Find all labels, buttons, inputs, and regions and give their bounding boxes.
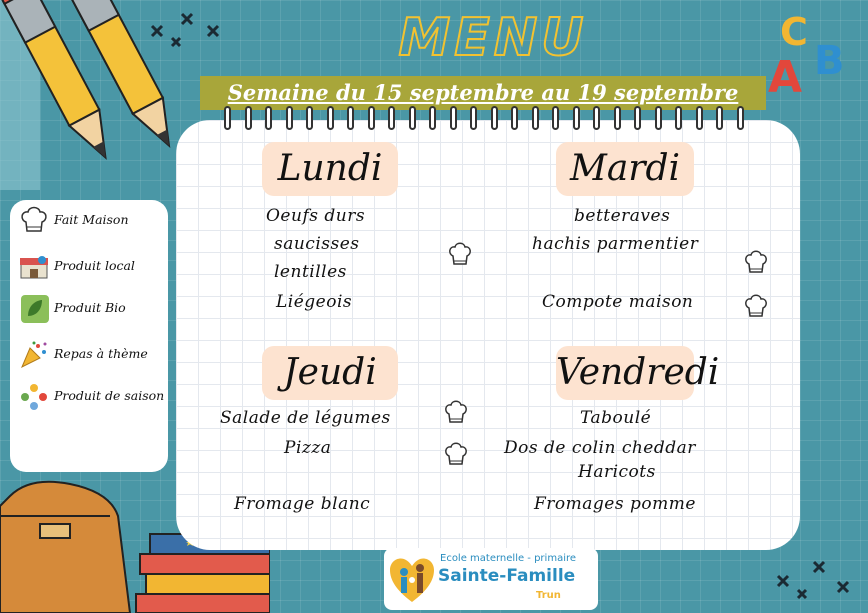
legend-label: Produit de saison (54, 388, 165, 403)
legend-label: Produit Bio (54, 300, 126, 315)
spiral-ring (327, 106, 334, 130)
spiral-ring (388, 106, 395, 130)
spiral-ring (511, 106, 518, 130)
legend-label: Repas à thème (54, 346, 148, 361)
chef-hat-icon (18, 206, 50, 236)
local-shop-icon (18, 252, 50, 282)
chef-hat-icon (744, 294, 768, 322)
school-type: Ecole maternelle - primaire (440, 553, 577, 564)
legend-label: Fait Maison (54, 212, 129, 227)
week-banner (200, 76, 766, 110)
school-town: Trun (536, 590, 561, 601)
letter-c: C (780, 10, 808, 54)
school-name: Sainte-Famille (438, 566, 576, 586)
party-popper-icon (18, 340, 50, 370)
organic-leaf-icon (18, 294, 50, 324)
spiral-ring (614, 106, 621, 130)
dish-vendredi-2: Dos de colin cheddar (504, 438, 696, 458)
day-label-lundi: Lundi (262, 142, 398, 196)
seasons-icon (18, 382, 50, 412)
dish-vendredi-3: Haricots (578, 462, 656, 482)
spiral-ring (696, 106, 703, 130)
spiral-ring (265, 106, 272, 130)
spiral-ring (716, 106, 723, 130)
legend-panel (10, 200, 168, 472)
legend-item-produit-saison (16, 382, 166, 412)
heart-family-icon (388, 552, 436, 606)
spiral-ring (286, 106, 293, 130)
spiral-ring (224, 106, 231, 130)
x-marks-decoration (774, 556, 864, 606)
chef-hat-icon (448, 242, 472, 270)
spiral-ring (470, 106, 477, 130)
spiral-ring (429, 106, 436, 130)
spiral-ring (245, 106, 252, 130)
abc-blocks-decoration (766, 10, 866, 110)
day-label-jeudi: Jeudi (262, 346, 398, 400)
dish-jeudi-3: Fromage blanc (234, 494, 371, 514)
week-dates: Semaine du 15 septembre au 19 septembre (227, 80, 739, 105)
spiral-ring (634, 106, 641, 130)
spiral-ring (368, 106, 375, 130)
dish-lundi-2: saucisses (274, 234, 360, 254)
chef-hat-icon (444, 400, 468, 428)
day-label-mardi: Mardi (556, 142, 694, 196)
letter-b: B (814, 38, 845, 84)
dish-jeudi-2: Pizza (284, 438, 332, 458)
legend-item-produit-bio (16, 294, 166, 324)
letter-a: A (768, 52, 803, 103)
dish-mardi-3: Compote maison (542, 292, 694, 312)
dish-vendredi-4: Fromages pomme (534, 494, 696, 514)
legend-item-fait-maison (16, 206, 166, 236)
spiral-ring (737, 106, 744, 130)
menu-title: MENU (398, 8, 588, 68)
spiral-ring (306, 106, 313, 130)
dish-lundi-1: Oeufs durs (266, 206, 366, 226)
spiral-ring (347, 106, 354, 130)
chef-hat-icon (444, 442, 468, 470)
spiral-ring (655, 106, 662, 130)
dish-lundi-3: lentilles (274, 262, 347, 282)
legend-item-produit-local (16, 252, 166, 282)
chef-hat-icon (744, 250, 768, 278)
spiral-ring (532, 106, 539, 130)
school-logo (384, 548, 598, 610)
spiral-ring (409, 106, 416, 130)
x-marks-decoration (148, 12, 228, 52)
spiral-ring (450, 106, 457, 130)
spiral-ring (675, 106, 682, 130)
spiral-ring (491, 106, 498, 130)
spiral-ring (573, 106, 580, 130)
dish-mardi-2: hachis parmentier (532, 234, 699, 254)
dish-lundi-4: Liégeois (276, 292, 353, 312)
legend-label: Produit local (54, 258, 135, 273)
dish-jeudi-1: Salade de légumes (220, 408, 391, 428)
legend-item-repas-theme (16, 340, 166, 370)
dish-mardi-1: betteraves (574, 206, 671, 226)
spiral-ring (552, 106, 559, 130)
day-label-vendredi: Vendredi (556, 346, 694, 400)
spiral-binding (224, 106, 760, 136)
spiral-ring (593, 106, 600, 130)
dish-vendredi-1: Taboulé (580, 408, 652, 428)
